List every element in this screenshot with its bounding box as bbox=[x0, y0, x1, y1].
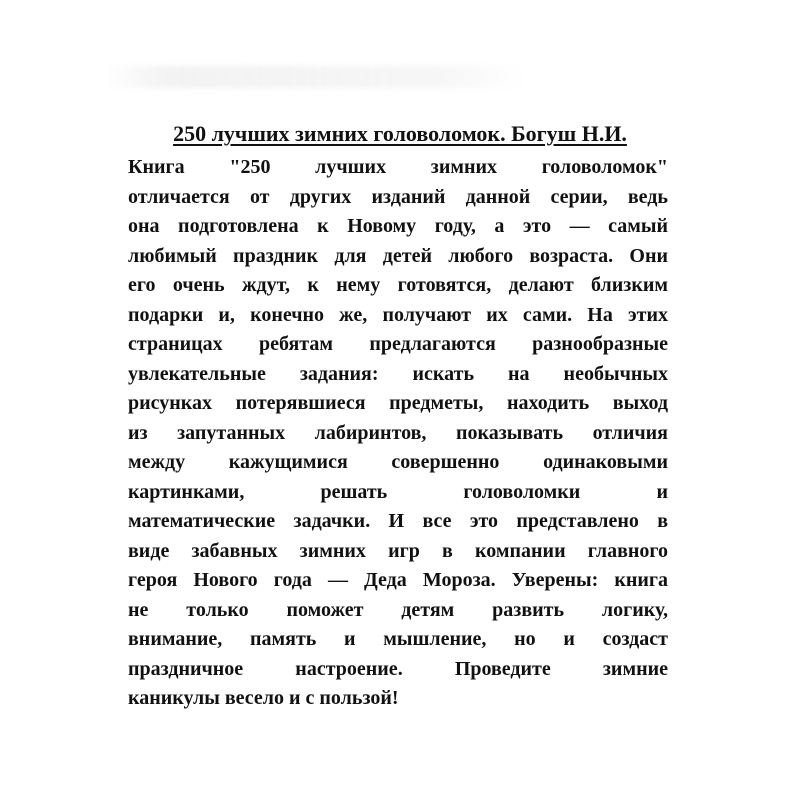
book-description bbox=[128, 153, 668, 714]
description-line: подарки и, конечно же, получают их сами. На этих bbox=[128, 303, 668, 326]
description-line: увлекательные задания: искать на необычных bbox=[128, 362, 668, 385]
description-line: внимание, память и мышление, но и создаст bbox=[128, 628, 668, 650]
book-title: 250 лучших зимних головоломок. Богуш Н.И. bbox=[173, 121, 627, 146]
description-line: отличается от других изданий данной серии, ведь bbox=[128, 185, 668, 208]
description-line: она подготовлена к Новому году, а это — самый bbox=[128, 215, 668, 237]
description-line: из запутанных лабиринтов, показывать отличия bbox=[128, 421, 668, 444]
description-line: каникулы весело и с пользой! bbox=[128, 687, 399, 709]
description-line: Книга "250 лучших зимних головоломок" bbox=[128, 156, 668, 178]
description-line: рисунках потерявшиеся предметы, находить выход bbox=[128, 392, 668, 414]
faded-header-artifact bbox=[105, 66, 525, 88]
description-line: праздничное настроение. Проведите зимние bbox=[128, 657, 668, 680]
description-line: героя Нового года — Деда Мороза. Уверены: книга bbox=[128, 569, 668, 591]
description-line: его очень ждут, к нему готовятся, делают близким bbox=[128, 274, 668, 296]
description-line: картинками, решать головоломки и bbox=[128, 480, 668, 503]
description-line: математические задачки. И все это представлено в bbox=[128, 510, 668, 532]
description-line: виде забавных зимних игр в компании главного bbox=[128, 539, 668, 562]
description-line: не только поможет детям развить логику, bbox=[128, 598, 668, 621]
description-line: страницах ребятам предлагаются разнообразные bbox=[128, 333, 668, 355]
description-line: любимый праздник для детей любого возраста. Они bbox=[128, 244, 668, 267]
description-line: между кажущимися совершенно одинаковыми bbox=[128, 451, 668, 473]
